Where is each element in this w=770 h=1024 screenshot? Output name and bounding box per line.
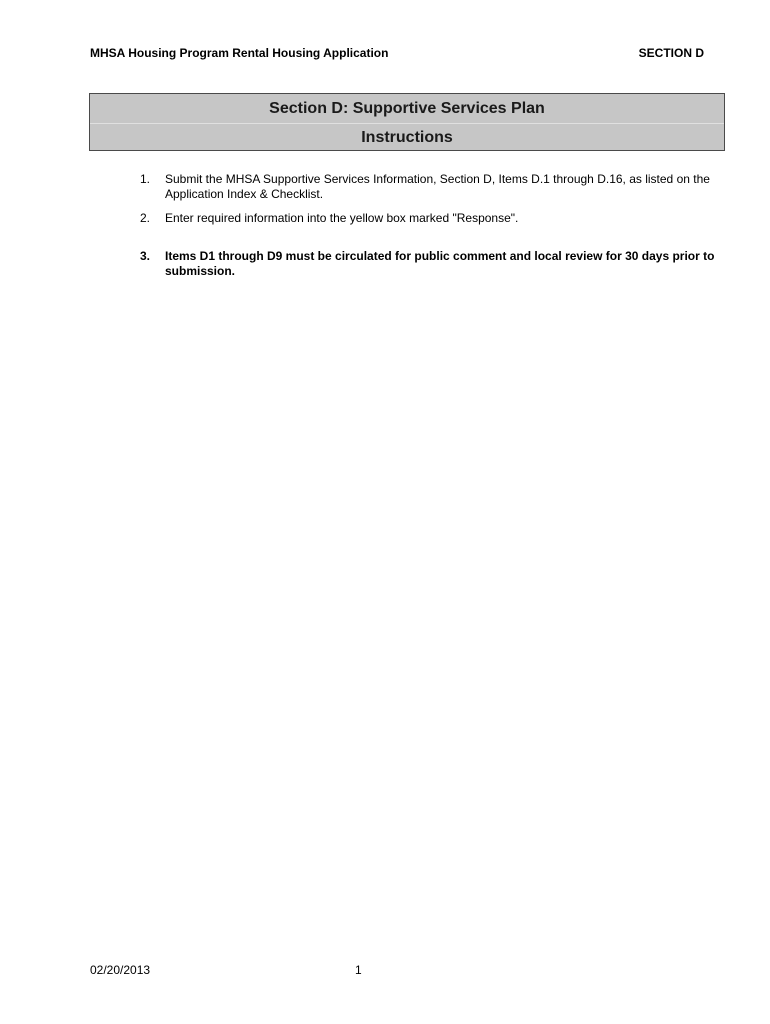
document-title: MHSA Housing Program Rental Housing Application [90,46,389,60]
page-footer [90,963,390,979]
instructions-list [140,172,720,279]
instruction-item [140,249,720,279]
section-title: Section D: Supportive Services Plan [269,100,545,117]
footer-date: 02/20/2013 [90,963,151,977]
instruction-number: 2. [140,211,151,225]
page-number: 1 [355,963,362,977]
section-label: SECTION D [638,46,704,60]
instruction-text: Enter required information into the yellow box marked "Response". [165,211,519,225]
section-title-box [89,93,725,151]
instructions-heading: Instructions [90,123,724,151]
instruction-number: 3. [140,249,151,263]
instruction-item [140,172,720,202]
page-header [90,46,704,62]
instruction-text: Items D1 through D9 must be circulated for public comment and local review for 30 days prior to submission. [165,249,715,278]
instruction-text: Submit the MHSA Supportive Services Information, Section D, Items D.1 through D.16, as listed on the Application Index & Checklist. [165,172,710,201]
instruction-item [140,211,720,226]
instruction-number: 1. [140,172,151,186]
